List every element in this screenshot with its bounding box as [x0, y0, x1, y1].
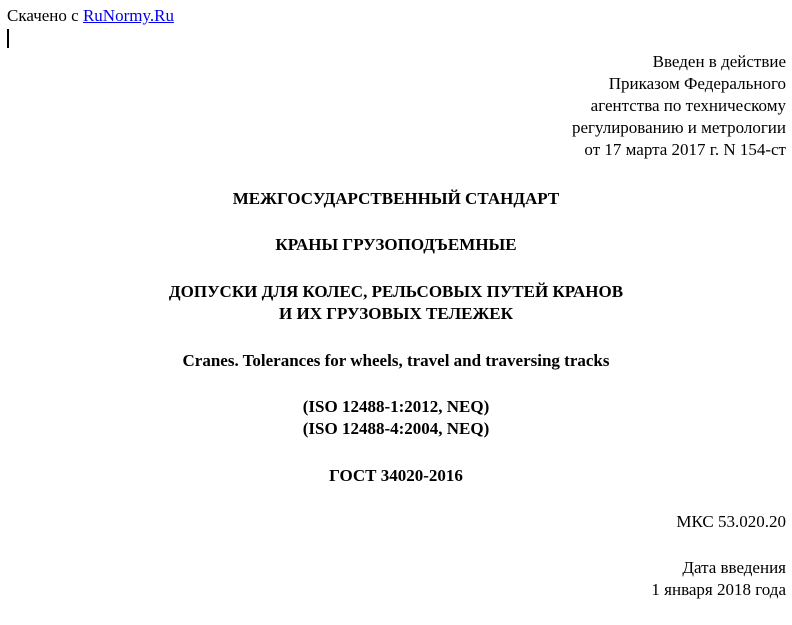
standard-subject — [0, 234, 792, 256]
standard-title-line: ДОПУСКИ ДЛЯ КОЛЕС, РЕЛЬСОВЫХ ПУТЕЙ КРАНОВ — [168, 282, 624, 301]
source-prefix: Скачено с — [7, 6, 83, 25]
standard-subject-text: КРАНЫ ГРУЗОПОДЪЕМНЫЕ — [275, 235, 517, 254]
standard-type — [0, 188, 792, 210]
english-title-text: Cranes. Tolerances for wheels, travel and traversing tracks — [182, 351, 610, 370]
source-attribution — [7, 6, 174, 26]
enactment-line: от 17 марта 2017 г. N 154-ст — [584, 140, 786, 159]
enactment-line: регулированию и метрологии — [571, 118, 786, 137]
enactment-block — [572, 51, 786, 161]
standard-designation — [0, 465, 792, 487]
effective-date-label: Дата введения — [682, 558, 786, 577]
source-link[interactable]: RuNormy.Ru — [82, 6, 174, 25]
enactment-line: Приказом Федерального — [608, 74, 786, 93]
iso-reference: (ISO 12488-4:2004, NEQ) — [302, 419, 490, 438]
iso-reference: (ISO 12488-1:2012, NEQ) — [302, 397, 490, 416]
english-title — [0, 350, 792, 372]
effective-date: 1 января 2018 года — [651, 580, 786, 599]
iso-references — [0, 396, 792, 440]
mks-code: МКС 53.020.20 — [676, 512, 786, 531]
standard-title — [0, 281, 792, 325]
standard-type-text: МЕЖГОСУДАРСТВЕННЫЙ СТАНДАРТ — [232, 189, 560, 208]
standard-designation-text: ГОСТ 34020-2016 — [329, 466, 463, 485]
enactment-line: агентства по техническому — [590, 96, 786, 115]
enactment-line: Введен в действие — [652, 52, 786, 71]
standard-title-line: И ИХ ГРУЗОВЫХ ТЕЛЕЖЕК — [279, 304, 513, 323]
text-cursor — [7, 29, 9, 48]
